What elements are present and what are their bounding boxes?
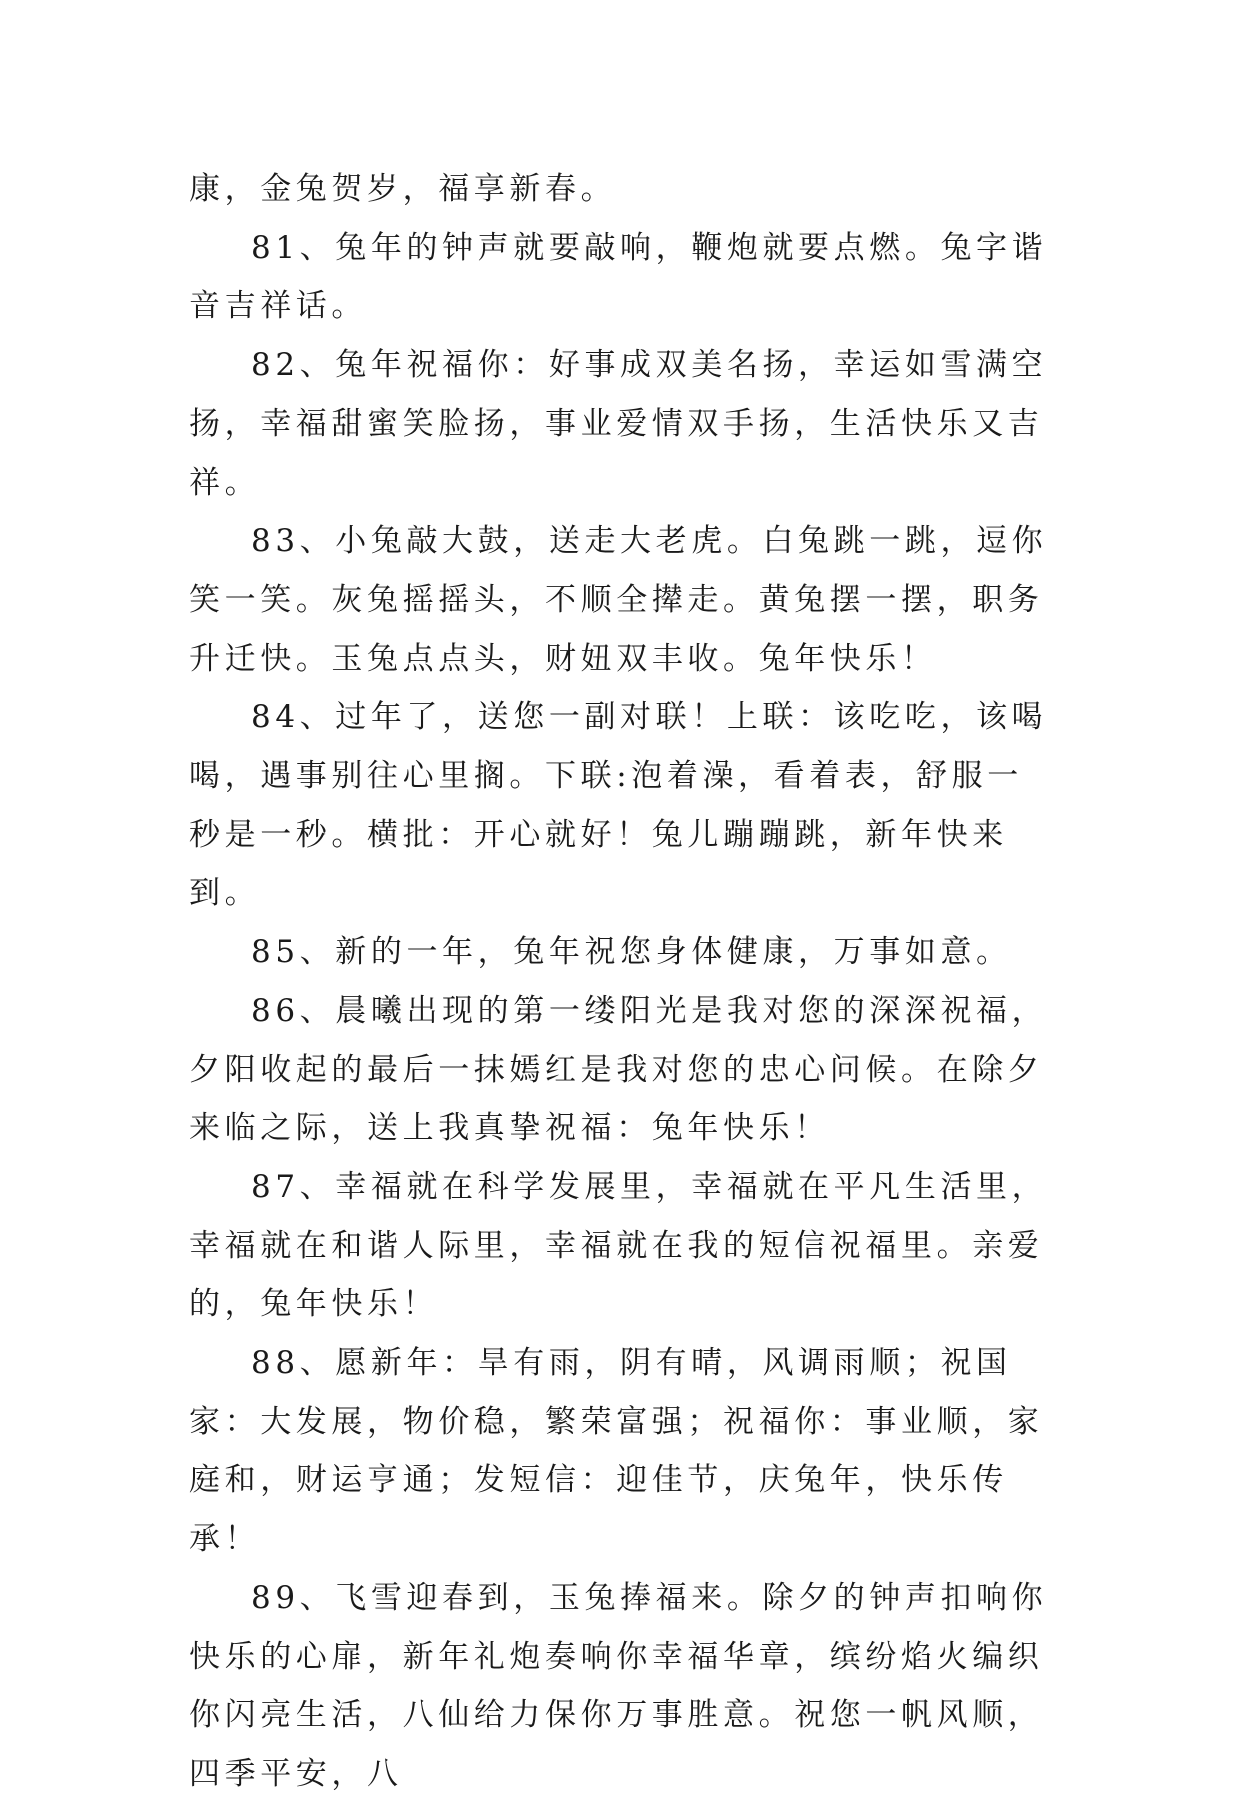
paragraph-83: 83、小兔敲大鼓，送走大老虎。白兔跳一跳，逗你笑一笑。灰兔摇摇头，不顺全撵走。黄兔摆一摆，职务升迁快。玉兔点点头，财妞双丰收。兔年快乐！	[189, 523, 1048, 677]
paragraph-81: 81、兔年的钟声就要敲响，鞭炮就要点燃。兔字谐音吉祥话。	[189, 229, 1048, 325]
paragraph-88: 88、愿新年：旱有雨，阴有晴，风调雨顺；祝国家：大发展，物价稳，繁荣富强；祝福你：事业顺，家庭和，财运亨通；发短信：迎佳节，庆兔年，快乐传承！	[189, 1345, 1044, 1558]
paragraph-86: 86、晨曦出现的第一缕阳光是我对您的深深祝福，夕阳收起的最后一抹嫣红是我对您的忠心问候。在除夕来临之际，送上我真挚祝福：兔年快乐！	[189, 992, 1048, 1147]
paragraph-84: 84、过年了，送您一副对联！上联：该吃吃，该喝喝，遇事别往心里搁。下联:泡着澡，看着表，舒服一秒是一秒。横批：开心就好！兔儿蹦蹦跳，新年快来到。	[189, 699, 1048, 912]
paragraph-continuation: 康，金兔贺岁，福享新春。	[189, 171, 617, 207]
paragraph-85: 85、新的一年，兔年祝您身体健康，万事如意。	[251, 934, 1012, 971]
paragraph-87: 87、幸福就在科学发展里，幸福就在平凡生活里，幸福就在和谐人际里，幸福就在我的短信祝福里。亲爱的，兔年快乐！	[189, 1168, 1048, 1323]
paragraph-89: 89、飞雪迎春到，玉兔捧福来。除夕的钟声扣响你快乐的心扉，新年礼炮奏响你幸福华章，缤纷焰火编织你闪亮生活，八仙给力保你万事胜意。祝您一帆风顺，四季平安，八	[189, 1579, 1048, 1792]
document-body	[189, 160, 1054, 1804]
paragraph-82: 82、兔年祝福你：好事成双美名扬，幸运如雪满空扬，幸福甜蜜笑脸扬，事业爱情双手扬，生活快乐又吉祥。	[189, 347, 1048, 501]
